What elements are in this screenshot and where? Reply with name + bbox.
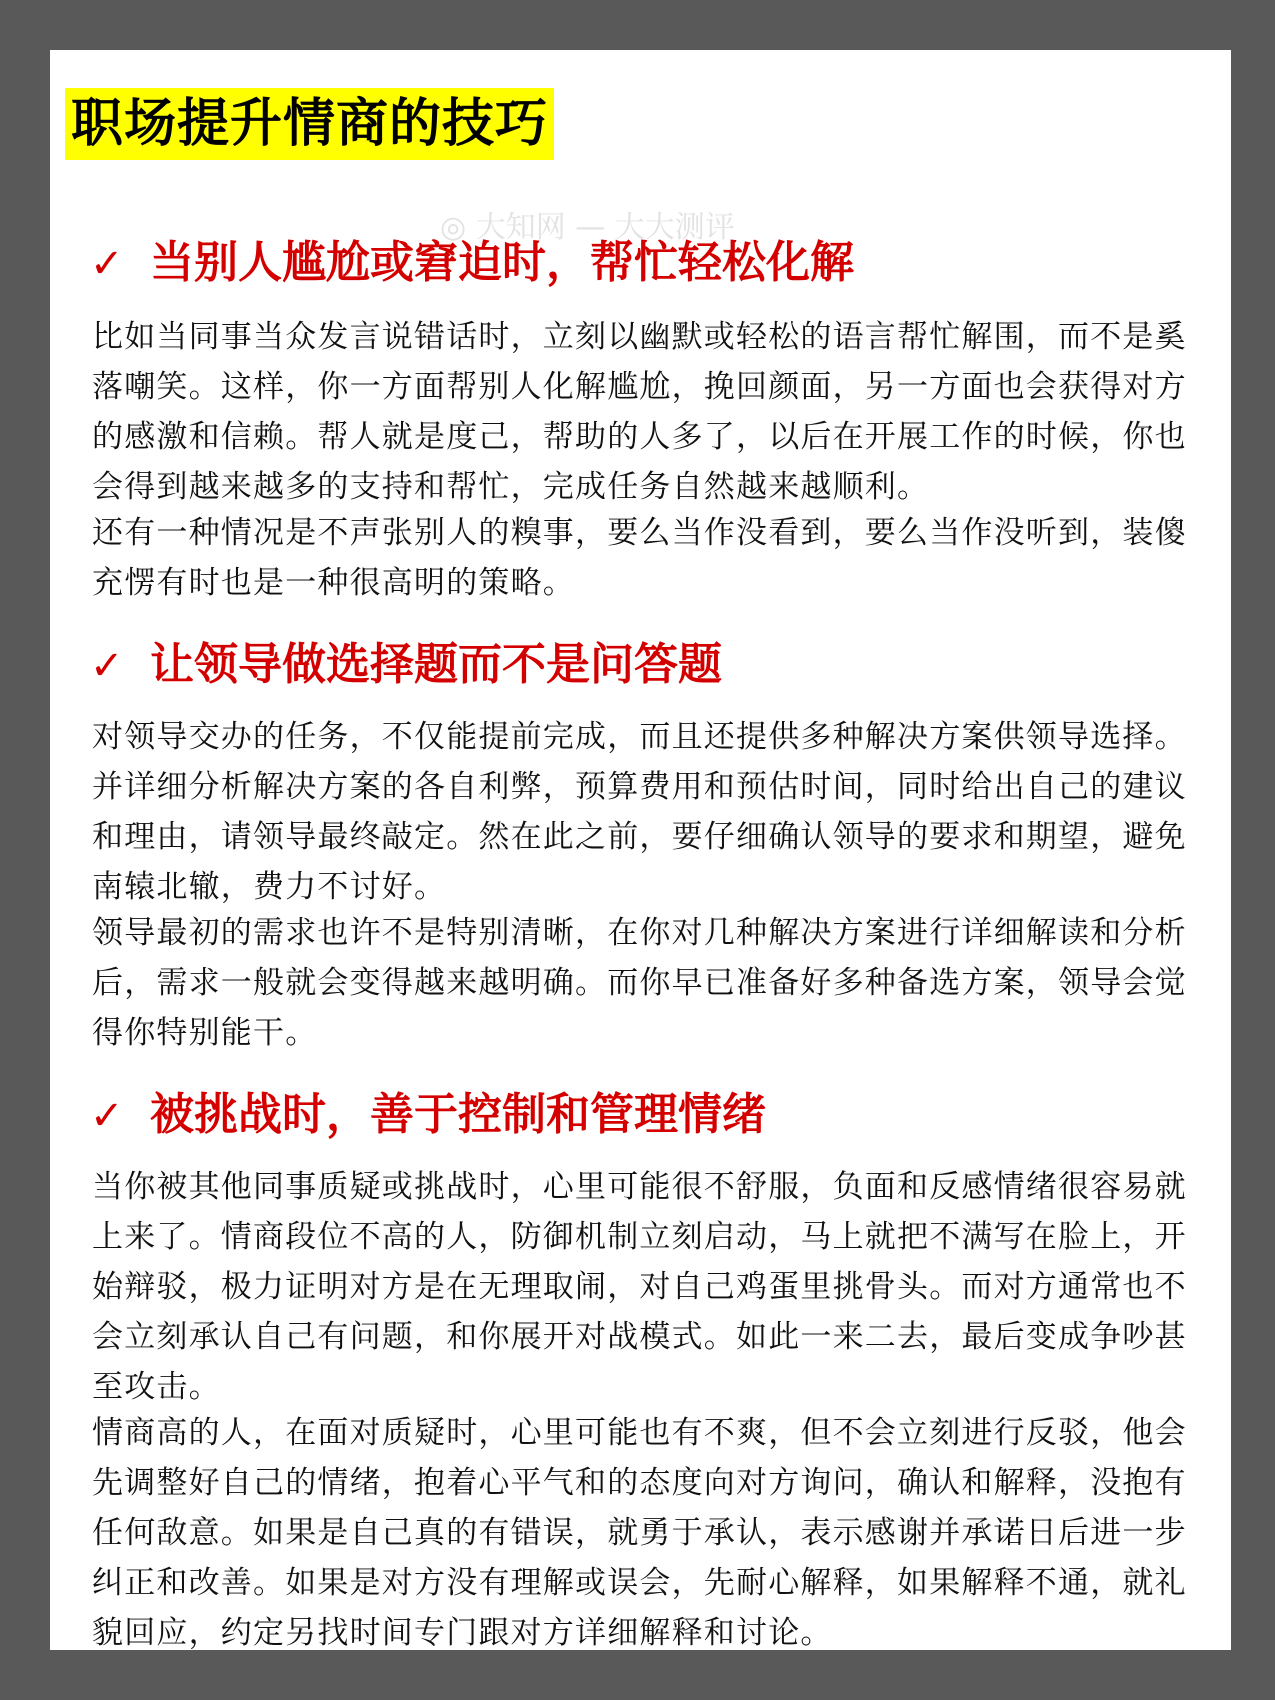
- section-heading-text: 当别人尴尬或窘迫时，帮忙轻松化解: [150, 237, 854, 288]
- section-1-paragraph-2: 还有一种情况是不声张别人的糗事，要么当作没看到，要么当作没听到，装傻充愣有时也是一种很高明的策略。: [92, 515, 1187, 601]
- section-2-paragraph-2: 领导最初的需求也许不是特别清晰，在你对几种解决方案进行详细解读和分析后，需求一般就会变得越来越明确。而你早已准备好多种备选方案，领导会觉得你特别能干。: [92, 915, 1187, 1051]
- check-icon: ✓: [90, 643, 124, 689]
- document-sheet: [50, 50, 1231, 1650]
- section-heading-text: 被挑战时，善于控制和管理情绪: [150, 1089, 766, 1140]
- section-3-paragraph-2: 情商高的人，在面对质疑时，心里可能也有不爽，但不会立刻进行反驳，他会先调整好自己的情绪，抱着心平气和的态度向对方询问，确认和解释，没抱有任何敌意。如果是自己真的有错误，就勇于承认，表示感谢并承诺日后进一步纠正和改善。如果是对方没有理解或误会，先耐心解释，如果解释不通，就礼貌回应，约定另找时间专门跟对方详细解释和讨论。: [92, 1415, 1187, 1651]
- check-icon: ✓: [90, 1093, 124, 1139]
- section-heading-3: [90, 1087, 766, 1144]
- watermark: ◎ 大知网 — 大大测评: [440, 210, 735, 245]
- page-title: 职场提升情商的技巧: [65, 88, 554, 160]
- section-2-paragraph-1: 对领导交办的任务，不仅能提前完成，而且还提供多种解决方案供领导选择。并详细分析解决方案的各自利弊，预算费用和预估时间，同时给出自己的建议和理由，请领导最终敲定。然在此之前，要仔细确认领导的要求和期望，避免南辕北辙，费力不讨好。: [92, 719, 1187, 905]
- section-heading-2: [90, 637, 722, 694]
- section-3-paragraph-1: 当你被其他同事质疑或挑战时，心里可能很不舒服，负面和反感情绪很容易就上来了。情商段位不高的人，防御机制立刻启动，马上就把不满写在脸上，开始辩驳，极力证明对方是在无理取闹，对自己鸡蛋里挑骨头。而对方通常也不会立刻承认自己有问题，和你展开对战模式。如此一来二去，最后变成争吵甚至攻击。: [92, 1169, 1187, 1405]
- section-heading-1: [90, 235, 854, 292]
- section-heading-text: 让领导做选择题而不是问答题: [150, 639, 722, 690]
- section-1-paragraph-1: 比如当同事当众发言说错话时，立刻以幽默或轻松的语言帮忙解围，而不是奚落嘲笑。这样，你一方面帮别人化解尴尬，挽回颜面，另一方面也会获得对方的感激和信赖。帮人就是度己，帮助的人多了，以后在开展工作的时候，你也会得到越来越多的支持和帮忙，完成任务自然越来越顺利。: [92, 319, 1187, 505]
- check-icon: ✓: [90, 241, 124, 287]
